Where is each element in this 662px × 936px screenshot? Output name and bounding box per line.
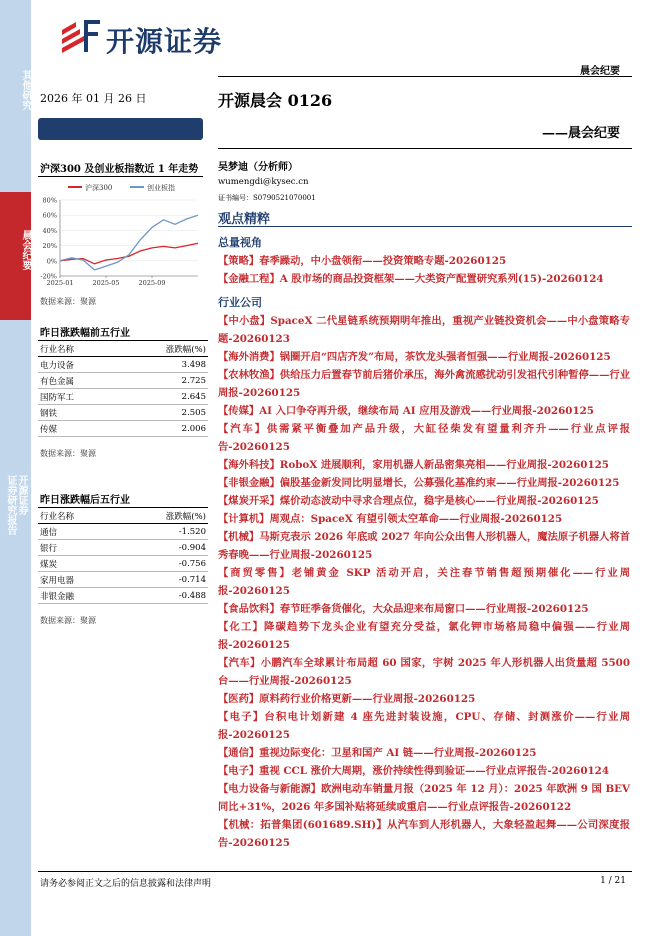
gainers-table [38,340,208,437]
analyst-name: 吴梦迪（分析师） [218,162,298,173]
y-tick-label: 60% [42,211,57,220]
table-row [38,572,208,588]
chart-source: 数据来源：聚源 [40,297,96,306]
col-industry: 行业名称 [40,344,75,355]
analyst-certificate: 证书编号：S0790521070001 [218,194,316,202]
viewpoint-item[interactable]: 【医药】原料药行业价格更新——行业周报-20260125 [218,693,476,705]
y-tick-label: 40% [42,226,57,235]
section-divider [218,226,632,227]
footer-divider [38,871,632,872]
y-tick-label: 80% [42,196,57,205]
band-label-red: 晨会纪要 [20,230,31,270]
viewpoint-item[interactable]: 【计算机】周观点：SpaceX 有望引领太空革命——行业周报-20260125 [218,513,563,525]
table-row [38,389,208,405]
viewpoint-item[interactable]: 【策略】春季躁动，中小盘领衔——投资策略专题-20260125 [218,255,507,267]
industry-change: -0.904 [178,542,206,553]
gainers-title: 昨日涨跌幅前五行业 [40,328,130,339]
industry-name: 钢铁 [40,408,58,419]
side-band [0,0,31,936]
table-row [38,373,208,389]
table-header-row [38,341,208,357]
viewpoint-item[interactable]: 【电子】台积电计划新建 4 座先进封装设施，CPU、存储、封测涨价——行业周报-20260125 [218,711,630,741]
table-row [38,540,208,556]
report-subtitle: ——晨会纪要 [541,126,620,141]
section-title: 观点精粹 [218,212,271,227]
viewpoint-item[interactable]: 【商贸零售】老铺黄金 SKP 活动开启，关注春节销售超预期催化——行业周报-20260125 [218,567,630,597]
losers-title: 昨日涨跌幅后五行业 [40,495,130,506]
industry-change: 2.505 [181,407,206,418]
band-label-bottom-2: 证券研究报告 [5,475,16,535]
industry-name: 通信 [40,527,58,538]
analyst-email[interactable]: wumengdi@kysec.cn [218,177,309,187]
viewpoint-item[interactable]: 【金融工程】A 股市场的商品投资框架——大类资产配置研究系列(15)-20260124 [218,273,604,285]
viewpoint-item[interactable]: 【机械】马斯克表示 2026 年底或 2027 年向公众出售人形机器人，魔法原子机器人将首秀春晚——行业周报-20260125 [218,531,630,561]
viewpoint-item[interactable]: 【食品饮料】春节旺季备货催化，大众品迎来布局窗口——行业周报-20260125 [218,603,589,615]
industry-name: 有色金属 [40,376,75,387]
band-label-top: 其他研究 [20,70,31,110]
viewpoint-item[interactable]: 【海外科技】RoboX 进展顺利，家用机器人新品密集亮相——行业周报-20260125 [218,459,609,471]
chart-title-divider [38,176,203,177]
table-row [38,357,208,373]
report-category: 晨会纪要 [580,66,620,77]
viewpoints-list [218,233,630,852]
viewpoint-item[interactable]: 【煤炭开采】煤价动态波动中寻求合理点位，稳字是核心——行业周报-20260125 [218,495,599,507]
x-tick-label: 2025-05 [92,279,120,287]
industry-name: 家用电器 [40,575,75,586]
industry-change: -0.714 [178,574,206,585]
legend-label: 创业板指 [147,184,175,192]
col-change: 涨跌幅(%) [165,511,206,522]
series-line [60,215,198,270]
table-row [38,405,208,421]
viewpoint-item[interactable]: 【海外消费】锅圈开启“四店齐发”布局，茶饮龙头强者恒强——行业周报-20260125 [218,351,611,363]
industry-name: 银行 [40,543,58,554]
x-tick-label: 2025-09 [138,279,166,287]
brand-logo-icon [60,18,104,54]
x-tick-label: 2025-01 [46,279,74,287]
report-date: 2026 年 01 月 26 日 [40,92,147,105]
viewpoint-item[interactable]: 【农林牧渔】供给压力后置春节前后猪价承压，海外禽流感扰动引发祖代引种暂停——行业周报-20260125 [218,369,630,399]
viewpoint-item[interactable]: 【电力设备与新能源】欧洲电动车销量月报（2025 年 12 月）：2025 年欧洲 9 国 BEV 同比+31%，2026 年多国补贴将延续或重启——行业点评报告-20260122 [218,783,630,813]
losers-table [38,507,208,604]
industry-change: -0.488 [178,590,206,601]
index-trend-chart [38,178,206,294]
viewpoint-item[interactable]: 【电子】重视 CCL 涨价大周期，涨价持续性得到验证——行业点评报告-20260124 [218,765,609,777]
table-row [38,524,208,540]
group-heading: 行业公司 [218,296,262,309]
industry-change: 2.645 [181,391,206,402]
viewpoint-item[interactable]: 【机械：拓普集团(601689.SH)】从汽车到人形机器人，大象轻盈起舞——公司深度报告-20260125 [218,819,630,849]
y-tick-label: 20% [42,242,57,251]
footer-disclaimer: 请务必参阅正文之后的信息披露和法律声明 [40,879,212,889]
viewpoint-item[interactable]: 【通信】重视边际变化：卫星和国产 AI 链——行业周报-20260125 [218,747,537,759]
table-header-row [38,508,208,524]
col-change: 涨跌幅(%) [165,344,206,355]
industry-name: 非银金融 [40,591,75,602]
viewpoint-item[interactable]: 【汽车】供需紧平衡叠加产品升级，大缸径柴发有望量利齐升——行业点评报告-20260125 [218,423,630,453]
gainers-source: 数据来源：聚源 [40,449,96,458]
viewpoint-item[interactable]: 【中小盘】SpaceX 二代星链系统预期明年推出，重视产业链投资机会——中小盘策略专题-20260123 [218,315,630,345]
brand-name: 开源证券 [106,25,223,58]
industry-name: 煤炭 [40,559,58,570]
report-title: 开源晨会 0126 [218,91,333,110]
chart-title: 沪深300 及创业板指数近 1 年走势 [40,164,199,175]
header-divider [218,76,632,77]
industry-name: 传媒 [40,424,58,435]
legend-label: 沪深300 [85,184,113,192]
sidebar-header-bar [38,118,203,140]
industry-change: -0.756 [178,558,206,569]
page-number: 1 / 21 [600,876,626,886]
group-heading: 总量视角 [218,236,262,249]
table-row [38,556,208,572]
y-tick-label: 0% [46,257,57,266]
viewpoint-item[interactable]: 【传媒】AI 入口争夺再升级，继续布局 AI 应用及游戏——行业周报-20260125 [218,405,594,417]
industry-name: 国防军工 [40,392,75,403]
col-industry: 行业名称 [40,511,75,522]
industry-change: 2.006 [181,423,206,434]
industry-change: 3.498 [181,359,206,370]
band-label-bottom-1: 开源证券 [16,475,27,515]
losers-source: 数据来源：聚源 [40,616,96,625]
industry-name: 电力设备 [40,360,75,371]
table-row [38,588,208,604]
subtitle-divider [218,148,632,149]
viewpoint-item[interactable]: 【非银金融】偏股基金新发同比明显增长，公募强化基准约束——行业周报-20260125 [218,477,620,489]
viewpoint-item[interactable]: 【化工】降碳趋势下龙头企业有望充分受益，氯化钾市场格局稳中偏强——行业周报-20260125 [218,621,630,651]
viewpoint-item[interactable]: 【汽车】小鹏汽车全球累计布局超 60 国家，宇树 2025 年人形机器人出货量超 5500 台——行业周报-20260125 [218,657,630,687]
table-row [38,421,208,437]
y-tick-label: -20% [40,272,57,281]
industry-change: 2.725 [181,375,206,386]
industry-change: -1.520 [178,526,206,537]
